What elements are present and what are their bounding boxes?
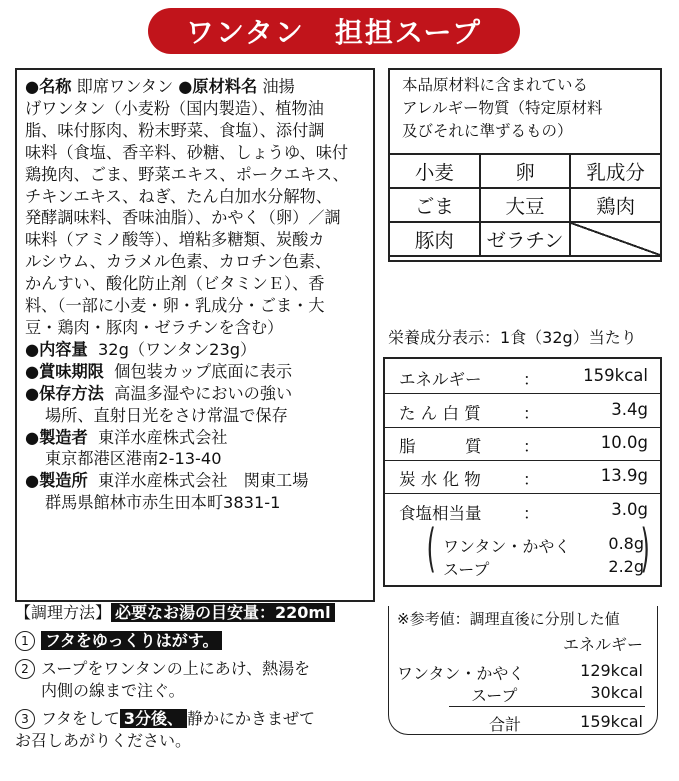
- nutrition-label: 炭 水 化 物: [399, 470, 481, 489]
- allergen-cell: ごま: [389, 188, 480, 222]
- reference-total-value: 159kcal: [580, 712, 643, 731]
- allergy-heading: [402, 74, 603, 143]
- raw-line: 豆・鶏肉・豚肉・ゼラチンを含む）: [25, 317, 284, 337]
- nutrition-colon: ：: [523, 370, 540, 389]
- nutrition-value: 3.4g: [611, 400, 648, 419]
- step2-text: スープをワンタンの上にあけ、熱湯を: [41, 659, 311, 678]
- allergen-cell-empty: [570, 222, 661, 256]
- nutrition-colon: ：: [523, 470, 540, 489]
- raw-line: げワンタン（小麦粉（国内製造）、植物油: [25, 98, 324, 118]
- step-number: 3: [15, 709, 35, 729]
- total-divider: [449, 706, 645, 707]
- allergen-cell: 鶏肉: [570, 188, 661, 222]
- reference-panel: [388, 606, 658, 735]
- reference-heading: ※参考値：調理直後に分別した値: [397, 610, 620, 628]
- raw-line: 脂、味付豚肉、粉末野菜、食塩）、添付調: [25, 120, 325, 140]
- nutrition-colon: ：: [523, 504, 540, 523]
- plant-label: ●製造所: [25, 471, 88, 491]
- raw-line: ルシウム、カラメル色素、カロチン色素、: [25, 252, 332, 272]
- right-paren: ): [640, 519, 650, 579]
- salt-sub-label: ワンタン・かやく: [443, 537, 571, 556]
- nutrition-label: た ん 白 質: [399, 404, 481, 423]
- step-number: 1: [15, 631, 35, 651]
- water-amount: 必要なお湯の目安量：220ml: [111, 603, 335, 622]
- cooking-method: [15, 598, 375, 752]
- reference-column-header: エネルギー: [562, 635, 643, 654]
- allergen-cell: 卵: [480, 154, 571, 188]
- nutrition-colon: ：: [523, 404, 540, 423]
- allergy-heading-line: アレルギー物質（特定原材料: [402, 99, 603, 117]
- allergen-cell: 豚肉: [389, 222, 480, 256]
- plant-address: 群馬県館林市赤生田本町3831-1: [45, 493, 281, 513]
- nutrition-value: 13.9g: [600, 466, 648, 485]
- allergy-table: [388, 153, 662, 257]
- left-paren: (: [426, 519, 436, 579]
- reference-label: スープ: [471, 686, 518, 705]
- storage-value-2: 場所、直射日光をさけ常温で保存: [45, 405, 288, 425]
- nutrition-value: 10.0g: [600, 433, 648, 452]
- storage-label: ●保存方法: [25, 383, 104, 403]
- maker-value: 東洋水産株式会社: [97, 427, 228, 447]
- step1-text: フタをゆっくりはがす。: [41, 631, 222, 650]
- step3-highlight: 3分後、: [120, 709, 187, 728]
- raw-materials-label: ●原材料名: [178, 77, 258, 96]
- step3-post: 静かにかきまぜて: [187, 709, 316, 728]
- salt-sub-value: 2.2g: [608, 557, 644, 576]
- raw-line: 発酵調味料、香味油脂）、かやく（卵）／調: [25, 208, 341, 228]
- name-label: ●名称: [25, 77, 72, 96]
- maker-address: 東京都港区港南2-13-40: [45, 449, 222, 469]
- step2-text-2: 内側の線まで注ぐ。: [41, 681, 185, 700]
- allergy-heading-line: 及びそれに準ずるもの）: [402, 122, 573, 140]
- nutrition-label: 食塩相当量: [399, 504, 482, 523]
- expiry-label: ●賞味期限: [25, 361, 104, 381]
- row-divider: [385, 427, 660, 428]
- allergy-heading-line: 本品原材料に含まれている: [402, 76, 589, 94]
- nutrition-table: [383, 357, 662, 587]
- step3-pre: フタをして: [41, 709, 120, 728]
- nutrition-title: 栄養成分表示：1食（32g）当たり: [388, 328, 637, 347]
- row-divider: [385, 460, 660, 461]
- raw-line: 油揚: [262, 77, 295, 96]
- salt-sub-value: 0.8g: [608, 534, 644, 553]
- ingredients-panel: [15, 68, 375, 602]
- raw-line: かんすい、酸化防止剤（ビタミンＥ）、香: [25, 274, 325, 294]
- content-value: 32g（ワンタン23g）: [97, 339, 257, 359]
- raw-line: チキンエキス、ねぎ、たん白加水分解物、: [25, 186, 332, 206]
- maker-label: ●製造者: [25, 427, 88, 447]
- allergen-cell: 小麦: [389, 154, 480, 188]
- raw-line: 味料（アミノ酸等）、増粘多糖類、炭酸カ: [25, 230, 325, 250]
- step3-text-2: お召しあがりください。: [15, 731, 192, 750]
- storage-value: 高温多湿やにおいの強い: [114, 383, 293, 403]
- row-divider: [385, 393, 660, 394]
- product-title: ワンタン 担担スープ: [148, 8, 520, 54]
- raw-line: 味料（食塩、香辛料、砂糖、しょうゆ、味付: [25, 142, 349, 162]
- nutrition-label: エネルギー: [399, 370, 482, 389]
- reference-value: 129kcal: [580, 661, 643, 680]
- allergy-panel: [388, 68, 662, 262]
- nutrition-label: 脂 質: [399, 437, 482, 456]
- salt-sub-label: スープ: [443, 560, 490, 579]
- row-divider: [385, 493, 660, 494]
- nutrition-colon: ：: [523, 437, 540, 456]
- allergen-cell: ゼラチン: [480, 222, 571, 256]
- raw-line: 料、（一部に小麦・卵・乳成分・ごま・大: [25, 296, 325, 316]
- nutrition-value: 3.0g: [611, 500, 648, 519]
- method-heading: 【調理方法】: [15, 603, 112, 622]
- name-value: 即席ワンタン: [76, 77, 174, 96]
- content-label: ●内容量: [25, 339, 88, 359]
- reference-total-label: 合計: [489, 715, 522, 734]
- reference-label: ワンタン・かやく: [397, 664, 525, 683]
- ingredients-text: [25, 76, 369, 514]
- allergen-cell: 乳成分: [570, 154, 661, 188]
- raw-line: 鶏挽肉、ごま、野菜エキス、ポークエキス、: [25, 164, 349, 184]
- nutrition-value: 159kcal: [583, 366, 648, 385]
- expiry-value: 個包装カップ底面に表示: [114, 361, 293, 381]
- plant-value: 東洋水産株式会社 関東工場: [97, 471, 309, 491]
- reference-value: 30kcal: [590, 683, 643, 702]
- step-number: 2: [15, 659, 35, 679]
- allergen-cell: 大豆: [480, 188, 571, 222]
